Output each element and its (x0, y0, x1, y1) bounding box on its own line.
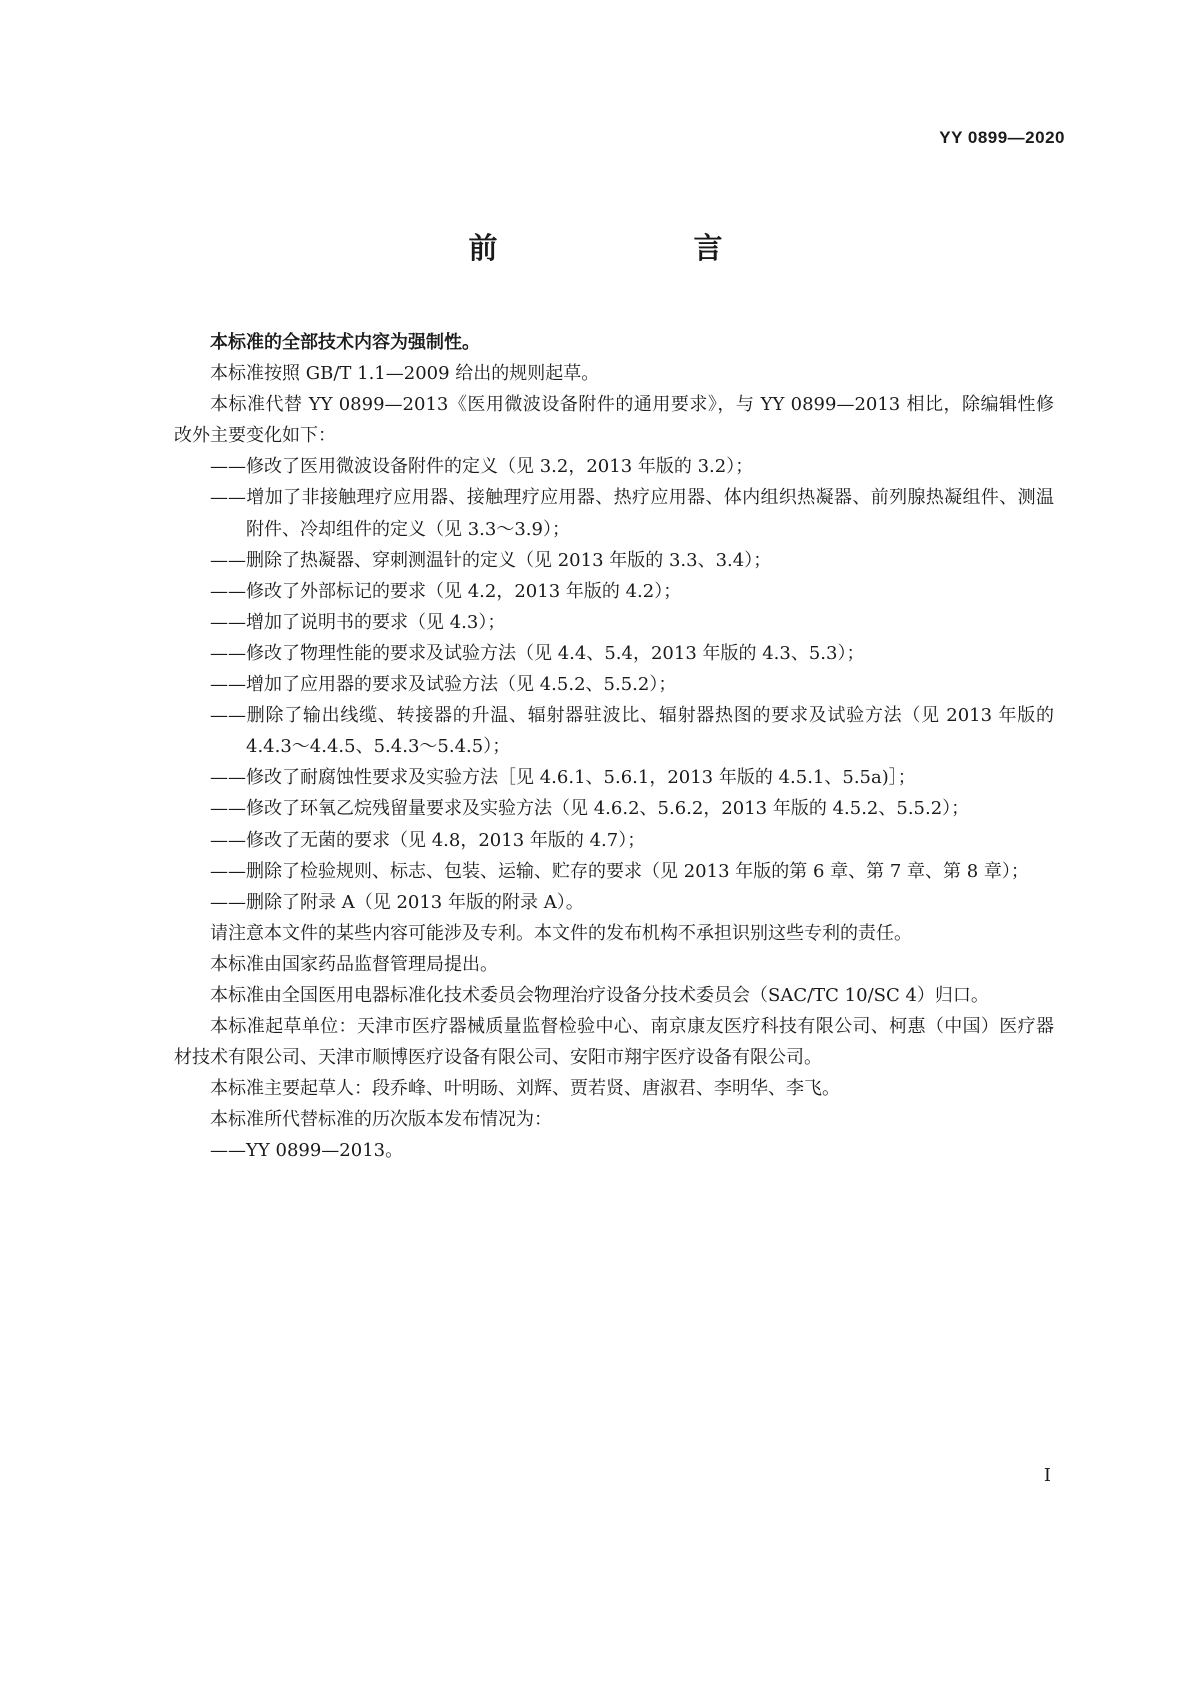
change-item: ——增加了应用器的要求及试验方法（见 4.5.2、5.5.2）； (210, 674, 677, 696)
document-code: YY 0899—2020 (939, 128, 1065, 147)
replacement-statement: 本标准代替 YY 0899—2013《医用微波设备附件的通用要求》，与 YY 0899—2013 相比，除编辑性修改外主要变化如下： (174, 394, 1054, 447)
page-title: 前 言 (468, 231, 769, 265)
change-item: ——增加了非接触理疗应用器、接触理疗应用器、热疗应用器、体内组织热凝器、前列腺热凝组件、测温附件、冷却组件的定义（见 3.3～3.9）； (210, 487, 1054, 540)
change-item: ——删除了附录 A（见 2013 年版的附录 A）。 (210, 891, 584, 913)
drafters-statement: 本标准主要起草人：段乔峰、叶明旸、刘辉、贾若贤、唐淑君、李明华、李飞。 (210, 1078, 840, 1100)
change-item: ——删除了热凝器、穿刺测温针的定义（见 2013 年版的 3.3、3.4）； (210, 549, 772, 571)
drafting-rule-statement: 本标准按照 GB/T 1.1—2009 给出的规则起草。 (210, 363, 600, 385)
drafting-units-statement: 本标准起草单位：天津市医疗器械质量监督检验中心、南京康友医疗科技有限公司、柯惠（中国）医疗器材技术有限公司、天津市顺博医疗设备有限公司、安阳市翔宇医疗设备有限公司。 (174, 1016, 1054, 1069)
change-item: ——修改了环氧乙烷残留量要求及实验方法（见 4.6.2、5.6.2，2013 年版的 4.5.2、5.5.2）； (210, 798, 970, 820)
change-item: ——修改了无菌的要求（见 4.8，2013 年版的 4.7）； (210, 829, 646, 851)
centralized-management-statement: 本标准由全国医用电器标准化技术委员会物理治疗设备分技术委员会（SAC/TC 10/SC 4）归口。 (210, 984, 989, 1006)
change-item: ——修改了外部标记的要求（见 4.2，2013 年版的 4.2）； (210, 580, 682, 602)
change-item: ——删除了输出线缆、转接器的升温、辐射器驻波比、辐射器热图的要求及试验方法（见 2013 年版的 4.4.3～4.4.5、5.4.3～5.4.5）； (210, 705, 1054, 758)
change-item: ——修改了耐腐蚀性要求及实验方法［见 4.6.1、5.6.1，2013 年版的 4.5.1、5.5a)］； (210, 767, 916, 789)
proposer-statement: 本标准由国家药品监督管理局提出。 (210, 953, 498, 975)
change-item: ——修改了医用微波设备附件的定义（见 3.2，2013 年版的 3.2）； (210, 456, 754, 478)
previous-versions-heading: 本标准所代替标准的历次版本发布情况为： (210, 1109, 552, 1131)
previous-version-item: ——YY 0899—2013。 (210, 1140, 404, 1162)
patent-notice: 请注意本文件的某些内容可能涉及专利。本文件的发布机构不承担识别这些专利的责任。 (210, 922, 912, 944)
mandatory-statement: 本标准的全部技术内容为强制性。 (210, 332, 480, 353)
change-item: ——修改了物理性能的要求及试验方法（见 4.4、5.4，2013 年版的 4.3、5.3）； (210, 642, 865, 664)
foreword-body (174, 327, 1054, 1167)
changes-list (174, 451, 1054, 917)
change-item: ——增加了说明书的要求（见 4.3）； (210, 611, 506, 633)
page-number: I (1043, 1465, 1051, 1486)
change-item: ——删除了检验规则、标志、包装、运输、贮存的要求（见 2013 年版的第 6 章、第 7 章、第 8 章）； (210, 860, 1029, 882)
